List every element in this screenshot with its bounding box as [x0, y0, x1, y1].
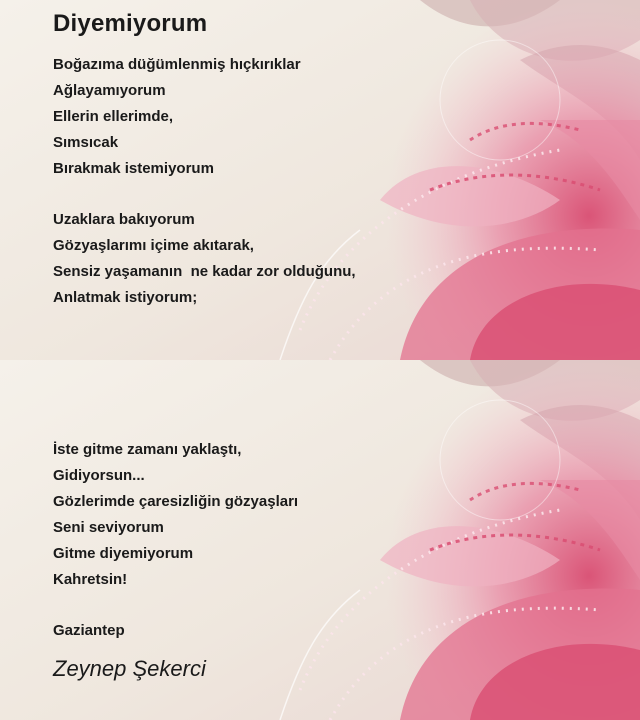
- poem-card-bottom: [0, 360, 640, 720]
- poem-line: Boğazıma düğümlenmiş hıçkırıklar: [53, 56, 301, 73]
- poem-line: Bırakmak istemiyorum: [53, 160, 214, 177]
- poem-line: Seni seviyorum: [53, 519, 164, 536]
- poem-line: Sımsıcak: [53, 134, 119, 151]
- poem-line: Gidiyorsun...: [53, 467, 145, 484]
- stanza-2: [53, 207, 356, 311]
- poem-author: Zeynep Şekerci: [53, 656, 206, 681]
- poem-title: Diyemiyorum: [53, 10, 208, 37]
- poem-line: Ağlayamıyorum: [53, 82, 166, 99]
- poem-line: Gözlerimde çaresizliğin gözyaşları: [53, 493, 299, 510]
- poem-line: Gözyaşlarımı içime akıtarak,: [53, 237, 254, 254]
- stanza-3: [53, 437, 298, 593]
- poem-line: Kahretsin!: [53, 571, 128, 588]
- poem-line: Uzaklara bakıyorum: [53, 211, 195, 228]
- poem-line: Anlatmak istiyorum;: [53, 289, 198, 306]
- poem-line: Gitme diyemiyorum: [53, 545, 194, 562]
- poem-line: Ellerin ellerimde,: [53, 108, 174, 125]
- poem-line: İste gitme zamanı yaklaştı,: [53, 441, 242, 458]
- stanza-1: [53, 52, 301, 182]
- poem-location: Gaziantep: [53, 622, 125, 639]
- poem-line: Sensiz yaşamanın ne kadar zor olduğunu,: [53, 263, 356, 280]
